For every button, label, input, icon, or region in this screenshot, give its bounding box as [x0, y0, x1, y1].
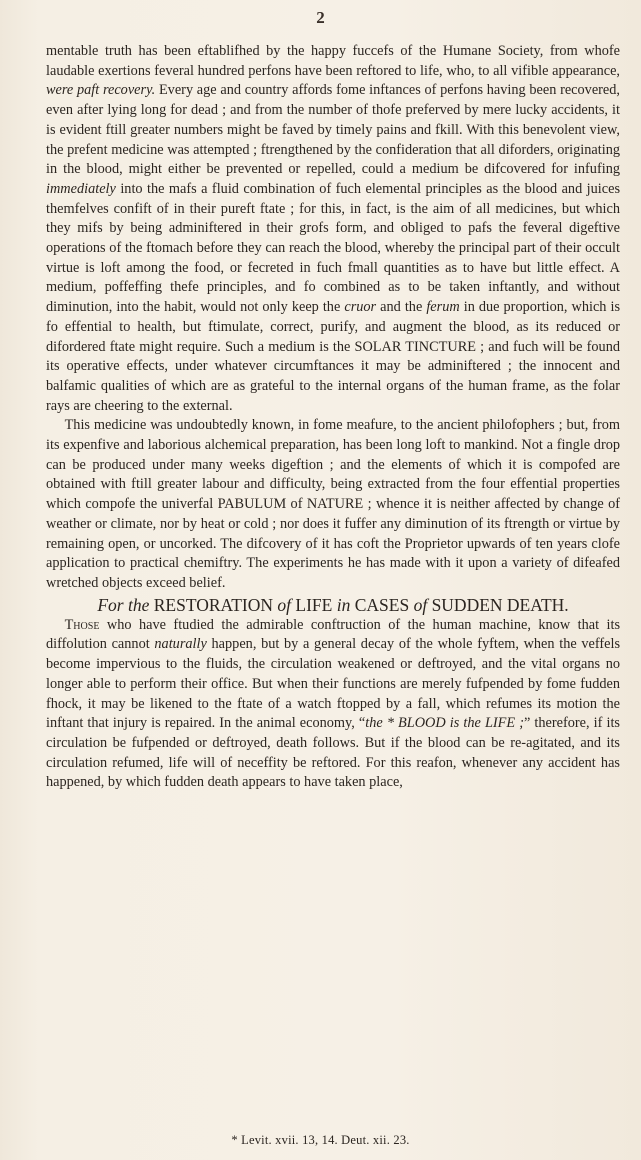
- p1-text-a: mentable truth has been eftablifhed by the happy fuccefs of the Humane Society, from whofe laudable exertions feveral hundred perfons have been reftored to life, who, to all vifible appearance,: [46, 43, 620, 79]
- p3-lead-word: Those: [64, 616, 100, 633]
- section-heading: [46, 596, 620, 615]
- p3-italic-b: the * BLOOD is the LIFE ;: [365, 715, 524, 732]
- heading-life: LIFE: [295, 594, 333, 615]
- heading-restoration: RESTORATION: [153, 594, 274, 615]
- p1-italic-b: immediately: [46, 180, 116, 197]
- p1-italic-c: cruor: [344, 299, 377, 316]
- p1-italic-a: were paft recovery.: [46, 82, 156, 99]
- p3-text-a: who have ftudied the admirable conftruction of the human machine, know that its diffolution cannot: [46, 616, 621, 653]
- p3-text-b: happen, but by a general decay of the whole fyftem, when the veffels become impervious to the fluids, the circulation weakened or deftroyed, and the vital organs no longer able to perform their office. But when their functions are merely fufpended by fome fudden fhock, it may be likened to the ftate of a watch ftopped by a fall, which refumes its motion the inftant that injury is repaired. In the animal economy, “: [46, 636, 621, 732]
- p1-text-e: in due proportion, which is fo effential to health, but ftimulate, correct, purify, and augment the blood, as its reduced or difordered ftate might require. Such a medium is the SOLAR TINCTURE ; and fuch will be found its operative effects, under whatever circumftances it may be adminiftered ; the innocent and balfamic qualities of which are as grateful to the internal organs of the human frame, as the folar rays are cheering to the external.: [46, 299, 621, 414]
- page-number: 2: [316, 8, 325, 27]
- paragraph-1: [46, 42, 620, 416]
- p1-text-b: Every age and country affords fome inftances of perfons having been recovered, even after lying long for dead ; and from the number of thofe preferved by mere lucky accidents, it is evident ftill greater numbers might be faved by timely pains and fkill. With this benevolent view, the prefent medicine was attempted ; ftrengthened by the confideration that all diforders, originating in the blood, might either be prevented or repelled, could a medium be difcovered for infufing: [46, 82, 621, 178]
- p1-text-c: into the mafs a fluid combination of fuch elemental principles as the blood and juices themfelves confift of in their pureft ftate ; for this, in fact, is the aim of all medicines, but which they mifs by being adminiftered in their grofs form, and obliged to pafs the feveral digeftive operations of the ftomach before they can reach the blood, whereby the principal part of their occult virtue is loft among the food, or fecreted in fuch fmall quantities as to have but little effect. A medium, poffeffing thefe principles, and fo combined as to be taken inftantly, and without diminution, into the habit, would not only keep the: [46, 180, 621, 316]
- p3-italic-a: naturally: [154, 636, 207, 653]
- heading-of-2: of: [413, 594, 428, 615]
- heading-in: in: [336, 594, 351, 615]
- paragraph-3: [46, 616, 620, 793]
- heading-for: For the: [97, 594, 150, 615]
- p3-text-c: ” therefore, if its circulation be fufpended or deftroyed, death follows. But if the blood can be re-agitated, and its circulation refumed, life will of neceffity be reftored. For this reafon, whenever any accident has happened, by which fudden death appears to have taken place,: [46, 715, 620, 791]
- heading-cases: CASES: [354, 594, 410, 615]
- paragraph-2: This medicine was undoubtedly known, in fome meafure, to the ancient philofophers ; but, from its expenfive and laborious alchemical preparation, has been long loft to mankind. Not a fingle drop can be produced under many weeks digeftion ; and the elements of which it is compofed are obtained with ftill greater labour and difficulty, being extracted from the four effential properties which compofe the univerfal PABULUM of NATURE ; whence it is neither affected by change of weather or climate, nor by heat or cold ; nor does it fuffer any diminution of its ftrength or virtue by remaining open, or uncorked. The difcovery of it has coft the Proprietor upwards of ten years clofe application to practical chemiftry. The experiments he has made with it upon a variety of difeafed wretched objects exceed belief.: [46, 417, 620, 591]
- heading-of-1: of: [277, 594, 292, 615]
- footnote: * Levit. xvii. 13, 14. Deut. xii. 23.: [231, 1133, 410, 1147]
- heading-sudden-death: SUDDEN DEATH.: [431, 594, 569, 615]
- p1-text-d: and the: [380, 299, 423, 316]
- body-text: [46, 42, 620, 793]
- p1-italic-d: ferum: [426, 299, 460, 316]
